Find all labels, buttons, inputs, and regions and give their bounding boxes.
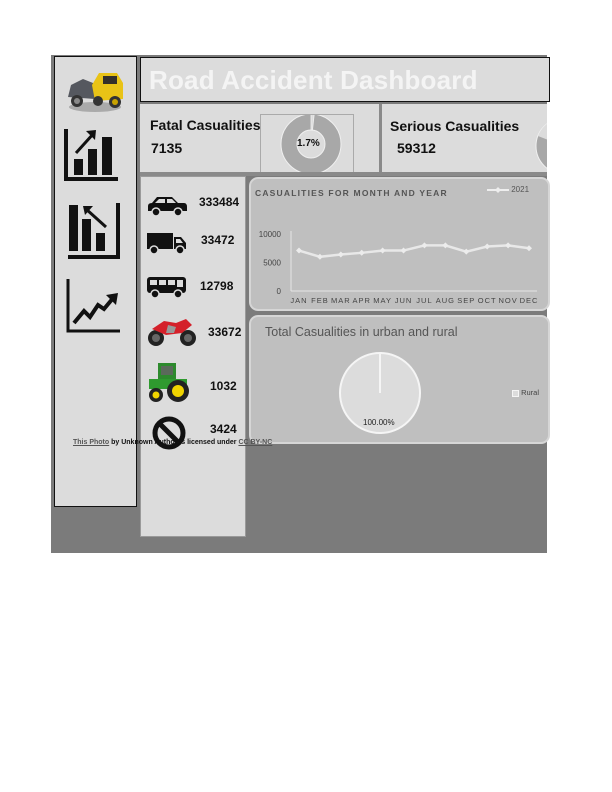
x-tick-label: NOV bbox=[498, 296, 518, 305]
urban-rural-chart-panel bbox=[249, 315, 550, 444]
license-link[interactable]: CC BY-NC bbox=[238, 439, 273, 446]
vehicle-count-motorcycle: 33672 bbox=[208, 325, 242, 339]
kpi-fatal-card bbox=[140, 104, 379, 174]
line-chart-title: CASUALITIES FOR MONTH AND YEAR bbox=[255, 188, 448, 198]
x-tick-label: JAN bbox=[290, 296, 308, 305]
title-bar bbox=[140, 57, 550, 102]
y-tick-label: 5000 bbox=[263, 258, 281, 268]
vehicle-row-tractor bbox=[141, 359, 247, 399]
vehicle-row-bus bbox=[141, 273, 247, 313]
x-tick-label: APR bbox=[352, 296, 371, 305]
monthly-line-chart bbox=[251, 179, 548, 309]
vehicle-row-motorcycle bbox=[141, 315, 247, 355]
data-point bbox=[401, 248, 407, 254]
data-point bbox=[317, 254, 323, 260]
vehicle-row-truck bbox=[141, 227, 247, 267]
data-point bbox=[505, 242, 511, 248]
data-point bbox=[296, 248, 302, 254]
data-point bbox=[463, 249, 469, 255]
pie-chart-title: Total Casualities in urban and rural bbox=[265, 325, 458, 339]
vehicle-count-bus: 12798 bbox=[200, 279, 234, 293]
data-point bbox=[380, 248, 386, 254]
x-tick-label: DEC bbox=[519, 296, 539, 305]
x-tick-label: JUN bbox=[394, 296, 413, 305]
bus-icon bbox=[146, 275, 188, 299]
x-tick-label: FEB bbox=[311, 296, 329, 305]
data-point bbox=[338, 252, 344, 258]
data-point bbox=[421, 242, 427, 248]
data-point bbox=[442, 242, 448, 248]
vehicle-count-other: 3424 bbox=[210, 422, 237, 436]
kpi-serious-card bbox=[382, 104, 547, 174]
kpi-serious-label: Serious Casualities bbox=[390, 118, 520, 134]
truck-icon bbox=[146, 231, 188, 255]
data-point bbox=[359, 250, 365, 256]
pie-data-label: 100.00% bbox=[363, 418, 395, 427]
motorcycle-icon bbox=[146, 315, 198, 347]
legend-rural-label: Rural bbox=[521, 388, 540, 397]
y-tick-label: 0 bbox=[276, 287, 281, 296]
car-icon bbox=[146, 195, 188, 217]
x-tick-label: AUG bbox=[435, 296, 455, 305]
serious-donut-chart bbox=[534, 116, 547, 174]
x-tick-label: MAR bbox=[330, 296, 351, 305]
kpi-serious-value: 59312 bbox=[397, 140, 436, 156]
fatal-donut-frame bbox=[260, 114, 354, 174]
vehicle-count-truck: 33472 bbox=[201, 233, 235, 247]
x-tick-label: SEP bbox=[457, 296, 476, 305]
vehicle-count-tractor: 1032 bbox=[210, 379, 237, 393]
vehicle-count-car: 333484 bbox=[199, 195, 240, 209]
monthly-casualities-chart-panel bbox=[249, 177, 550, 311]
y-tick-label: 10000 bbox=[258, 230, 281, 239]
vehicle-row-other bbox=[141, 413, 247, 453]
fatal-donut-label: 1.7% bbox=[297, 138, 320, 149]
legend-2021-label: 2021 bbox=[511, 185, 530, 194]
data-point bbox=[484, 244, 490, 250]
page-title: Road Accident Dashboard bbox=[149, 65, 478, 95]
crash-photo-icon[interactable] bbox=[65, 65, 125, 115]
x-tick-label: JUL bbox=[416, 296, 433, 305]
legend-swatch-rural bbox=[512, 390, 519, 397]
vehicle-row-car bbox=[141, 189, 247, 229]
tractor-icon bbox=[146, 359, 192, 405]
this-photo-link[interactable]: This Photo bbox=[73, 439, 110, 446]
x-tick-label: OCT bbox=[477, 296, 497, 305]
line-chart-up-icon[interactable] bbox=[64, 277, 122, 335]
x-tick-label: MAY bbox=[373, 296, 392, 305]
bar-chart-down-icon[interactable] bbox=[64, 203, 122, 261]
vehicle-type-panel bbox=[140, 176, 246, 537]
credit-text: by Unknown Author is licensed under bbox=[109, 439, 239, 446]
bar-chart-up-icon[interactable] bbox=[64, 125, 122, 183]
kpi-fatal-value: 7135 bbox=[151, 140, 183, 156]
pie-legend bbox=[512, 388, 539, 397]
photo-credit bbox=[73, 439, 272, 446]
kpi-fatal-label: Fatal Casualities bbox=[150, 117, 261, 133]
data-point bbox=[526, 245, 532, 251]
